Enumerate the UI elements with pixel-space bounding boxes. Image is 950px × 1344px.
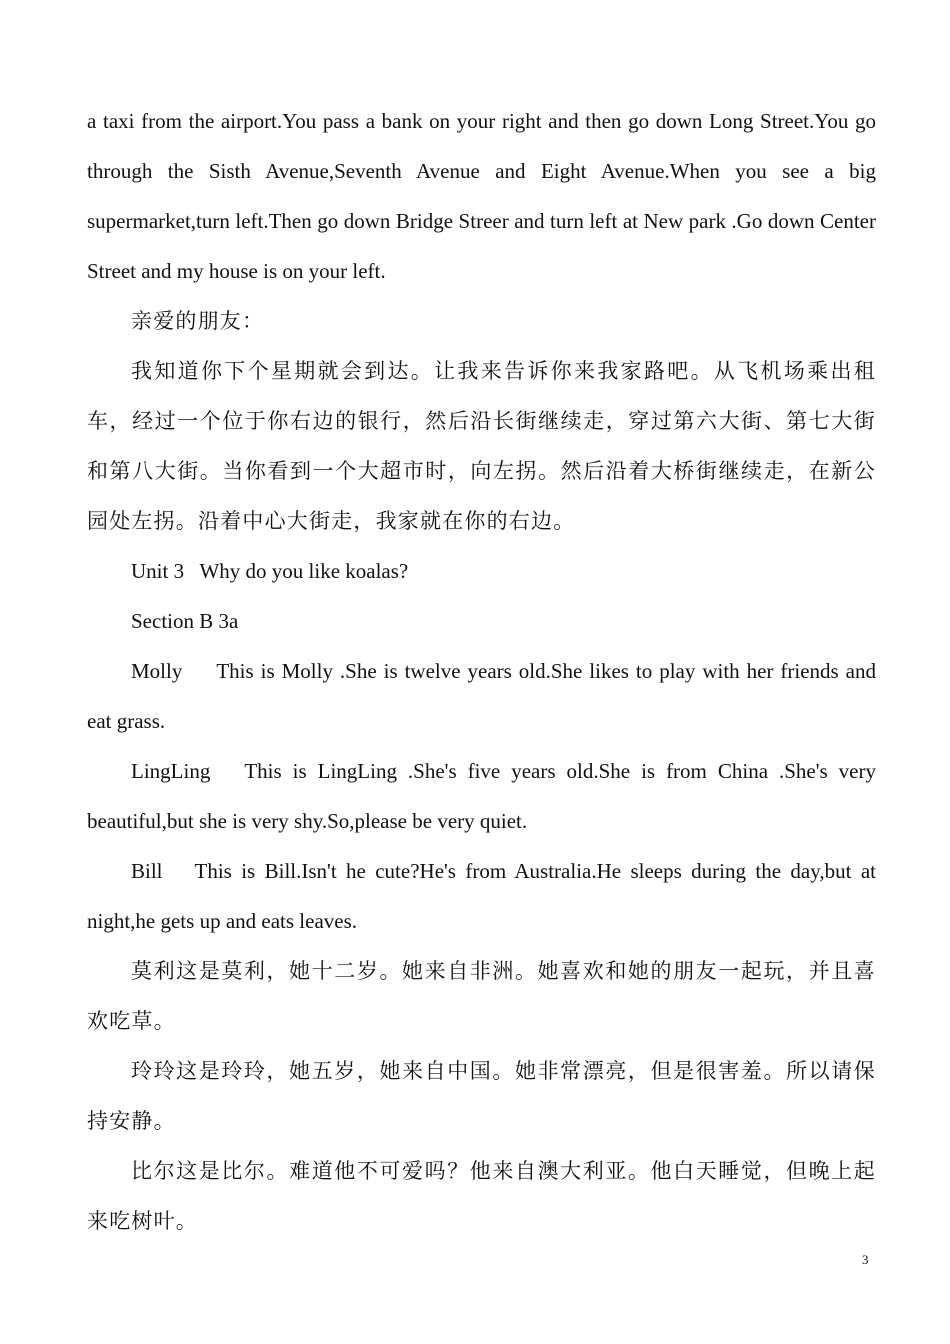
animal-paragraph-bill [87,846,876,946]
animal-text: This is Molly .She is twelve years old.She likes to play with her friends and eat grass. [87,659,876,733]
cn-letter-greeting: 亲爱的朋友： [131,309,265,333]
cn-animal-paragraph-lingling: 玲玲这是玲玲，她五岁，她来自中国。她非常漂亮，但是很害羞。所以请保持安静。 [87,1059,876,1133]
unit-title: Unit 3 Why do you like koalas? [131,559,409,583]
animal-text: This is LingLing .She's five years old.She is from China .She's very beautiful,but she is very shy.So,please be very quiet. [87,759,876,833]
section-title: Section B 3a [131,609,239,633]
animal-paragraph-lingling [87,746,876,846]
animal-name: Molly [131,659,183,683]
cn-animal-paragraph-molly: 莫利这是莫利，她十二岁。她来自非洲。她喜欢和她的朋友一起玩，并且喜欢吃草。 [87,959,876,1033]
letter-continuation: a taxi from the airport.You pass a bank on your right and then go down Long Street.You go through the Sisth Avenue,Seventh Avenue and Eight Avenue.When you see a big supermarket,turn left.Then go down Bridge Streer and turn left at New park .Go down Center Street and my house is on your left. [87,109,876,283]
cn-animal-paragraph-bill: 比尔这是比尔。难道他不可爱吗？他来自澳大利亚。他白天睡觉，但晚上起来吃树叶。 [87,1159,876,1233]
document-page [87,96,876,1246]
animal-name: LingLing [131,759,211,783]
animal-name: Bill [131,859,163,883]
animal-paragraph-molly [87,646,876,746]
cn-letter-body: 我知道你下个星期就会到达。让我来告诉你来我家路吧。从飞机场乘出租车，经过一个位于你右边的银行，然后沿长街继续走，穿过第六大街、第七大街和第八大街。当你看到一个大超市时，向左拐。然后沿着大桥街继续走，在新公园处左拐。沿着中心大街走，我家就在你的右边。 [87,359,876,533]
page-number: 3 [862,1252,869,1267]
animal-text: This is Bill.Isn't he cute?He's from Australia.He sleeps during the day,but at night,he gets up and eats leaves. [87,859,876,933]
